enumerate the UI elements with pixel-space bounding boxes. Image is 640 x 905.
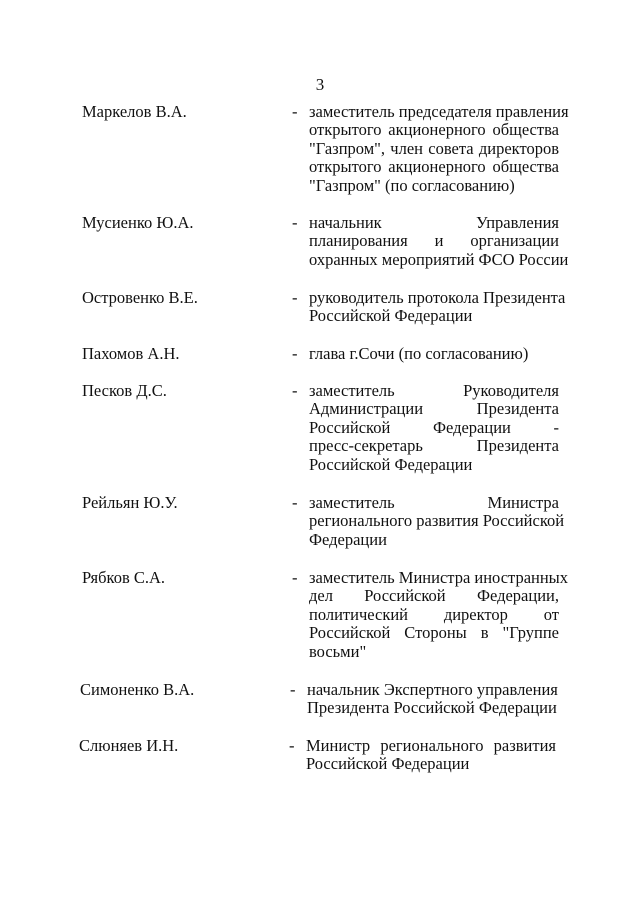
position-line: планирования и организации: [309, 231, 559, 251]
position-line: заместитель Министра: [309, 493, 559, 512]
position-line: Российской Федерации: [309, 454, 473, 474]
person-position: [309, 568, 569, 661]
person-name: Пахомов А.Н.: [82, 344, 180, 363]
person-position: [309, 213, 569, 269]
position-line: Федерации: [309, 529, 387, 549]
position-line: политический директор от: [309, 604, 559, 624]
position-line: Российской Стороны в "Группе: [309, 623, 559, 643]
position-line: регионального развития Российской: [309, 511, 565, 531]
position-line: "Газпром" (по согласованию): [309, 175, 515, 195]
position-line: начальник Экспертного управления: [307, 680, 558, 699]
position-line: начальник Управления: [309, 213, 559, 232]
person-name: Песков Д.С.: [82, 381, 167, 400]
person-name: Слюняев И.Н.: [79, 736, 179, 755]
dash-separator: -: [289, 736, 295, 755]
position-line: заместитель председателя правления: [309, 102, 569, 121]
position-line: заместитель Министра иностранных: [309, 568, 569, 587]
dash-separator: -: [292, 213, 298, 232]
person-name: Симоненко В.А.: [80, 680, 195, 699]
page-number: 3: [315, 75, 325, 94]
person-name: Островенко В.Е.: [82, 288, 198, 307]
dash-separator: -: [292, 344, 298, 363]
person-position: [306, 737, 556, 774]
position-line: пресс-секретарь Президента: [309, 436, 559, 456]
position-line: Министр регионального развития: [306, 736, 556, 755]
person-position: [309, 493, 565, 549]
person-position: [309, 345, 559, 363]
person-name: Рейльян Ю.У.: [82, 493, 178, 512]
person-position: [307, 681, 557, 718]
position-line: восьми": [309, 641, 367, 661]
position-line: открытого акционерного общества: [309, 157, 559, 177]
position-line: Администрации Президента: [309, 399, 559, 419]
person-name: Рябков С.А.: [82, 568, 166, 587]
person-name: Мусиенко Ю.А.: [82, 213, 194, 232]
dash-separator: -: [292, 568, 298, 587]
person-position: [309, 102, 569, 195]
position-line: открытого акционерного общества: [309, 120, 559, 140]
person-name: Маркелов В.А.: [82, 102, 187, 121]
position-line: охранных мероприятий ФСО России: [309, 249, 569, 269]
position-line: Президента Российской Федерации: [307, 698, 557, 718]
position-line: руководитель протокола Президента: [309, 288, 566, 307]
dash-separator: -: [292, 102, 298, 121]
position-line: Российской Федерации -: [309, 417, 559, 437]
dash-separator: -: [292, 493, 298, 512]
dash-separator: -: [292, 381, 298, 400]
dash-separator: -: [292, 288, 298, 307]
position-line: заместитель Руководителя: [309, 381, 559, 400]
person-position: [309, 288, 566, 326]
person-position: [309, 382, 559, 474]
position-line: Российской Федерации: [306, 754, 470, 774]
dash-separator: -: [290, 680, 296, 699]
position-line: глава г.Сочи (по согласованию): [309, 344, 529, 363]
position-line: "Газпром", член совета директоров: [309, 138, 559, 158]
position-line: дел Российской Федерации,: [309, 586, 559, 606]
position-line: Российской Федерации: [309, 306, 473, 326]
